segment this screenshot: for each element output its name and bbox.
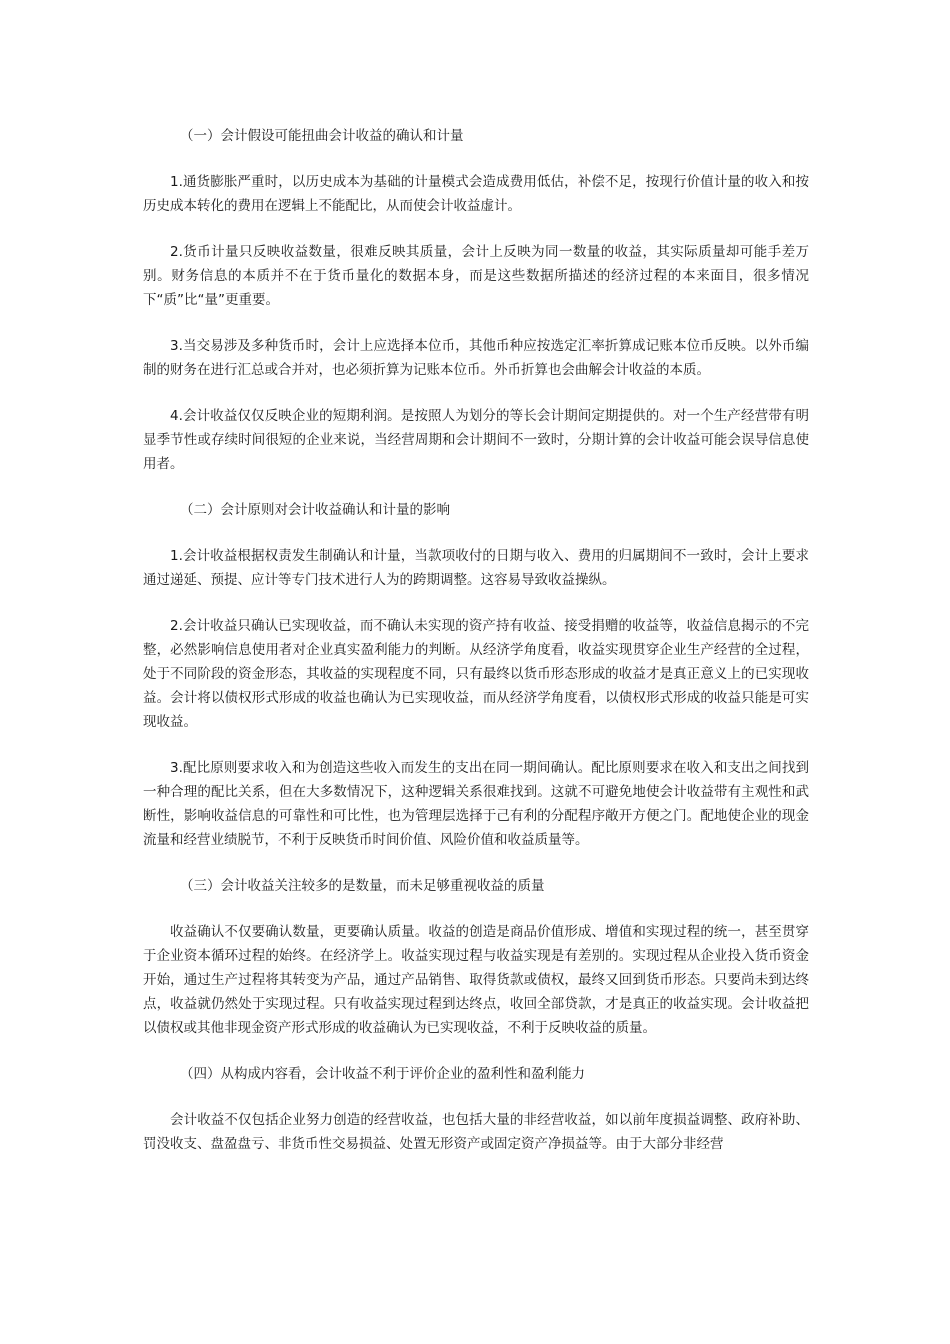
document-page <box>143 124 809 1178</box>
section-heading: （四）从构成内容看，会计收益不利于评价企业的盈利性和盈利能力 <box>180 1066 585 1082</box>
section-heading: （二）会计原则对会计收益确认和计量的影响 <box>180 502 450 518</box>
section-heading: （三）会计收益关注较多的是数量，而未足够重视收益的质量 <box>180 878 545 894</box>
paragraph: 2.货币计量只反映收益数量，很难反映其质量，会计上反映为同一数量的收益，其实际质量却可能手差万别。财务信息的本质并不在于货币量化的数据本身，而是这些数据所描述的经济过程的本来面目，很多情况下“质”比“量”更重要。 <box>143 244 809 308</box>
paragraph: 3.配比原则要求收入和为创造这些收入而发生的支出在同一期间确认。配比原则要求在收入和支出之间找到一种合理的配比关系，但在大多数情况下，这种逻辑关系很难找到。这就不可避免地使会计收益带有主观性和武断性，影响收益信息的可靠性和可比性，也为管理层选择于己有利的分配程序敞开方便之门。配地使企业的现金流量和经营业绩脱节，不利于反映货币时间价值、风险价值和收益质量等。 <box>143 760 809 848</box>
section-4 <box>143 1062 809 1156</box>
paragraph: 2.会计收益只确认已实现收益，而不确认未实现的资产持有收益、接受捐赠的收益等，收益信息揭示的不完整，必然影响信息使用者对企业真实盈利能力的判断。从经济学角度看，收益实现贯穿企业生产经营的全过程，处于不同阶段的资金形态，其收益的实现程度不同，只有最终以货币形态形成的收益才是真正意义上的已实现收益。会计将以债权形式形成的收益也确认为已实现收益，而从经济学角度看，以债权形式形成的收益只能是可实现收益。 <box>143 618 809 730</box>
section-heading: （一）会计假设可能扭曲会计收益的确认和计量 <box>180 128 464 144</box>
section-3 <box>143 874 809 1040</box>
paragraph: 4.会计收益仅仅反映企业的短期利润。是按照人为划分的等长会计期间定期提供的。对一个生产经营带有明显季节性或存续时间很短的企业来说，当经营周期和会计期间不一致时，分期计算的会计收益可能会误导信息使用者。 <box>143 408 809 472</box>
paragraph: 3.当交易涉及多种货币时，会计上应选择本位币，其他币种应按选定汇率折算成记账本位币反映。以外币编制的财务在进行汇总或合并对，也必须折算为记账本位币。外币折算也会曲解会计收益的本质。 <box>143 338 809 378</box>
paragraph: 1.通货膨胀严重时，以历史成本为基础的计量模式会造成费用低估，补偿不足，按现行价值计量的收入和按历史成本转化的费用在逻辑上不能配比，从而使会计收益虚计。 <box>143 174 809 214</box>
paragraph: 会计收益不仅包括企业努力创造的经营收益，也包括大量的非经营收益，如以前年度损益调整、政府补助、罚没收支、盘盈盘亏、非货币性交易损益、处置无形资产或固定资产净损益等。由于大部分非经营 <box>143 1112 809 1152</box>
paragraph: 收益确认不仅要确认数量，更要确认质量。收益的创造是商品价值形成、增值和实现过程的统一，甚至贯穿于企业资本循环过程的始终。在经济学上。收益实现过程与收益实现是有差别的。实现过程从企业投入货币资金开始，通过生产过程将其转变为产品，通过产品销售、取得货款或债权，最终又回到货币形态。只要尚未到达终点，收益就仍然处于实现过程。只有收益实现过程到达终点，收回全部贷款，才是真正的收益实现。会计收益把以债权或其他非现金资产形式形成的收益确认为已实现收益，不利于反映收益的质量。 <box>143 924 809 1036</box>
paragraph: 1.会计收益根据权责发生制确认和计量，当款项收付的日期与收入、费用的归属期间不一致时，会计上要求通过递延、预提、应计等专门技术进行人为的跨期调整。这容易导致收益操纵。 <box>143 548 809 588</box>
section-2 <box>143 498 809 852</box>
section-1 <box>143 124 809 476</box>
